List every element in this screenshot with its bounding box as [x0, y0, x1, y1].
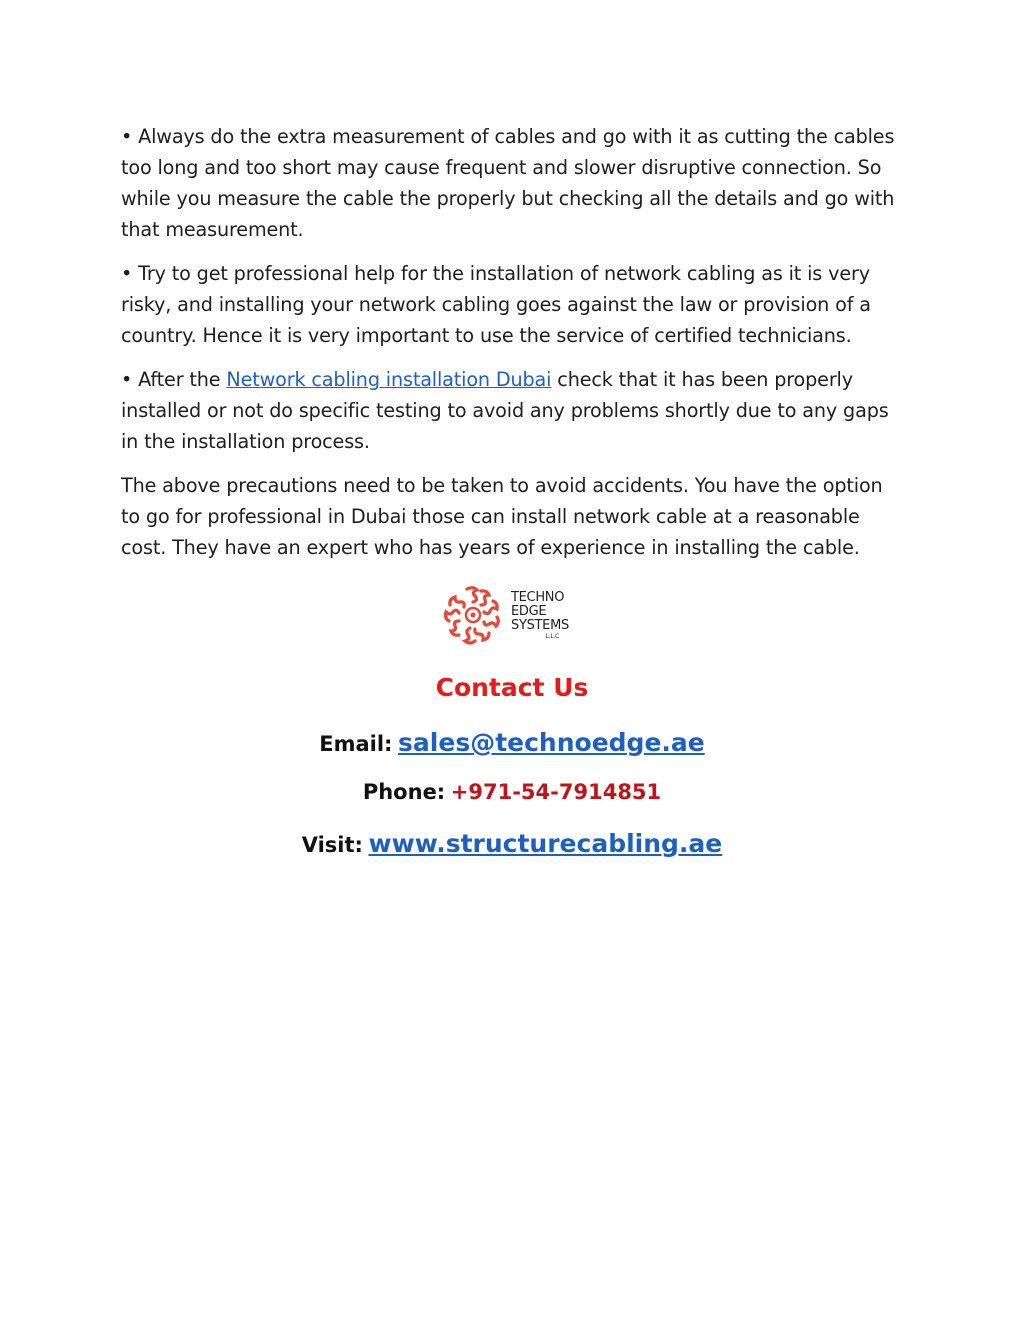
logo-line-edge: EDGE [511, 603, 547, 619]
body-content [121, 121, 906, 576]
website-link[interactable]: www.structurecabling.ae [368, 829, 723, 858]
paragraph-measurement: • Always do the extra measurement of cables and go with it as cutting the cables too long and too short may cause frequent and slower disruptive connection. So while you measure the cable the properly but checking all the details and go with that measurement. [121, 125, 895, 241]
visit-label: Visit: [301, 833, 363, 857]
phone-label: Phone: [362, 780, 446, 804]
contact-title: Contact Us [435, 673, 589, 702]
logo-line-llc: L.L.C [545, 632, 559, 640]
paragraph-professional-help: • Try to get professional help for the installation of network cabling as it is very risky, and installing your network cabling goes against the law or provision of a country. Hence it is very important to use the service of certified technicians. [121, 262, 871, 347]
logo-line-systems: SYSTEMS [511, 617, 569, 633]
phone-row [0, 775, 1024, 811]
phone-number: +971-54-7914851 [450, 780, 662, 804]
email-link[interactable]: sales@technoedge.ae [398, 728, 705, 757]
email-label: Email: [319, 732, 393, 756]
visit-row [0, 824, 1024, 867]
company-logo [441, 582, 591, 648]
network-cabling-link[interactable]: Network cabling installation Dubai [226, 368, 552, 391]
techno-edge-logo-icon [441, 583, 505, 647]
paragraph-precautions: The above precautions need to be taken to avoid accidents. You have the option to go for professional in Dubai those can install network cable at a reasonable cost. They have an expert who has years of experience in installing the cable. [121, 474, 883, 559]
logo-line-techno: TECHNO [511, 589, 565, 605]
paragraph-testing [121, 364, 906, 457]
paragraph-testing-end: check that it has been properly installed or not do specific testing to avoid any problems shortly due to any gaps in the installation process. [121, 368, 889, 453]
logo-wordmark [511, 591, 569, 640]
email-row [0, 724, 1024, 765]
paragraph-testing-start: • After the [121, 368, 227, 391]
